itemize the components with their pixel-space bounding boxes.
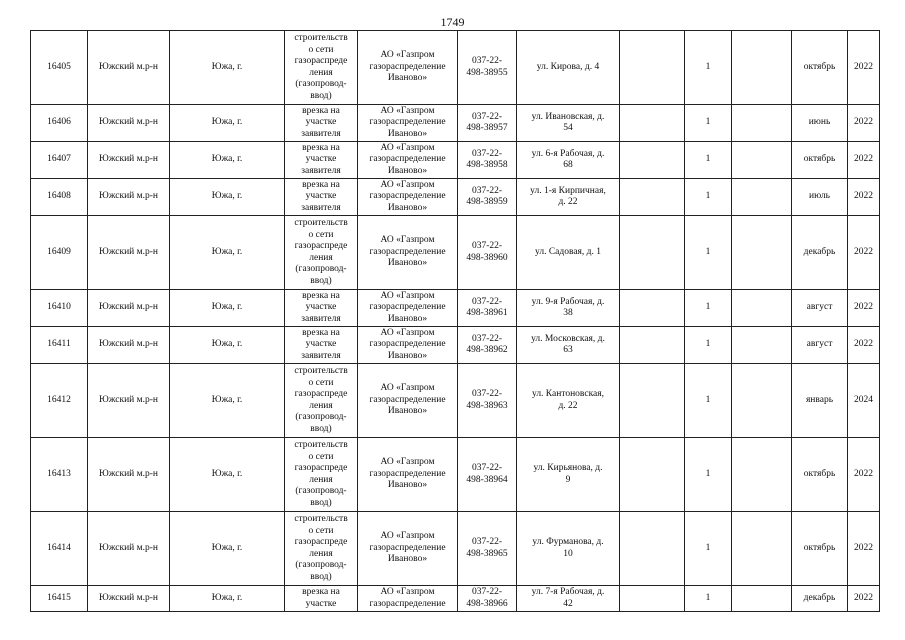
month-cell: декабрь [792, 216, 848, 290]
count-cell: 1 [685, 216, 732, 290]
row-number: 16414 [31, 512, 88, 586]
month-cell: октябрь [792, 142, 848, 179]
district-cell: Южский м.р-н [88, 327, 170, 364]
town-cell: Южа, г. [170, 179, 285, 216]
organization-cell: АО «Газпром газораспределение Иваново» [358, 364, 458, 438]
year-cell: 2022 [848, 512, 880, 586]
count-cell: 1 [685, 179, 732, 216]
empty-cell [732, 586, 792, 612]
year-cell: 2022 [848, 31, 880, 105]
organization-cell: АО «Газпром газораспределение Иваново» [358, 142, 458, 179]
table-row [31, 216, 880, 290]
town-cell: Южа, г. [170, 290, 285, 327]
address-cell: ул. Садовая, д. 1 [517, 216, 620, 290]
organization-cell: АО «Газпром газораспределение Иваново» [358, 438, 458, 512]
work-type-cell: строительств о сети газораспреде ления (газопровод- ввод) [285, 216, 358, 290]
code-cell: 037-22- 498-38962 [458, 327, 517, 364]
code-cell: 037-22- 498-38965 [458, 512, 517, 586]
district-cell: Южский м.р-н [88, 216, 170, 290]
organization-cell: АО «Газпром газораспределение Иваново» [358, 216, 458, 290]
district-cell: Южский м.р-н [88, 512, 170, 586]
address-cell: ул. Кантоновская, д. 22 [517, 364, 620, 438]
count-cell: 1 [685, 327, 732, 364]
empty-cell [732, 179, 792, 216]
organization-cell: АО «Газпром газораспределение Иваново» [358, 105, 458, 142]
table-row [31, 142, 880, 179]
organization-cell: АО «Газпром газораспределение Иваново» [358, 327, 458, 364]
records-table [30, 30, 880, 612]
year-cell: 2022 [848, 142, 880, 179]
organization-cell: АО «Газпром газораспределение Иваново» [358, 290, 458, 327]
code-cell: 037-22- 498-38958 [458, 142, 517, 179]
empty-cell [732, 438, 792, 512]
address-cell: ул. Кирова, д. 4 [517, 31, 620, 105]
year-cell: 2022 [848, 290, 880, 327]
district-cell: Южский м.р-н [88, 438, 170, 512]
count-cell: 1 [685, 31, 732, 105]
empty-cell [620, 105, 685, 142]
year-cell: 2022 [848, 327, 880, 364]
code-cell: 037-22- 498-38961 [458, 290, 517, 327]
empty-cell [732, 290, 792, 327]
month-cell: декабрь [792, 586, 848, 612]
month-cell: октябрь [792, 438, 848, 512]
empty-cell [620, 512, 685, 586]
work-type-cell: строительств о сети газораспреде ления (газопровод- ввод) [285, 438, 358, 512]
work-type-cell: врезка на участке [285, 586, 358, 612]
code-cell: 037-22- 498-38966 [458, 586, 517, 612]
empty-cell [732, 105, 792, 142]
year-cell: 2022 [848, 438, 880, 512]
town-cell: Южа, г. [170, 586, 285, 612]
month-cell: август [792, 290, 848, 327]
count-cell: 1 [685, 586, 732, 612]
empty-cell [620, 438, 685, 512]
work-type-cell: врезка на участке заявителя [285, 327, 358, 364]
row-number: 16406 [31, 105, 88, 142]
table-row [31, 105, 880, 142]
year-cell: 2022 [848, 105, 880, 142]
district-cell: Южский м.р-н [88, 142, 170, 179]
month-cell: октябрь [792, 512, 848, 586]
town-cell: Южа, г. [170, 364, 285, 438]
row-number: 16409 [31, 216, 88, 290]
count-cell: 1 [685, 512, 732, 586]
organization-cell: АО «Газпром газораспределение Иваново» [358, 512, 458, 586]
code-cell: 037-22- 498-38959 [458, 179, 517, 216]
table-body [31, 31, 880, 612]
count-cell: 1 [685, 364, 732, 438]
empty-cell [620, 31, 685, 105]
town-cell: Южа, г. [170, 142, 285, 179]
table-row [31, 327, 880, 364]
town-cell: Южа, г. [170, 105, 285, 142]
row-number: 16407 [31, 142, 88, 179]
table-row [31, 586, 880, 612]
row-number: 16405 [31, 31, 88, 105]
empty-cell [620, 364, 685, 438]
code-cell: 037-22- 498-38960 [458, 216, 517, 290]
work-type-cell: строительств о сети газораспреде ления (газопровод- ввод) [285, 364, 358, 438]
district-cell: Южский м.р-н [88, 586, 170, 612]
address-cell: ул. Московская, д. 63 [517, 327, 620, 364]
district-cell: Южский м.р-н [88, 105, 170, 142]
row-number: 16415 [31, 586, 88, 612]
empty-cell [620, 327, 685, 364]
address-cell: ул. 9-я Рабочая, д. 38 [517, 290, 620, 327]
table-row [31, 290, 880, 327]
row-number: 16412 [31, 364, 88, 438]
code-cell: 037-22- 498-38963 [458, 364, 517, 438]
month-cell: июль [792, 179, 848, 216]
empty-cell [732, 216, 792, 290]
empty-cell [620, 586, 685, 612]
year-cell: 2022 [848, 179, 880, 216]
town-cell: Южа, г. [170, 438, 285, 512]
page-number: 1749 [440, 15, 465, 29]
year-cell: 2024 [848, 364, 880, 438]
address-cell: ул. 7-я Рабочая, д. 42 [517, 586, 620, 612]
count-cell: 1 [685, 105, 732, 142]
empty-cell [620, 216, 685, 290]
empty-cell [732, 142, 792, 179]
year-cell: 2022 [848, 216, 880, 290]
work-type-cell: строительств о сети газораспреде ления (газопровод- ввод) [285, 31, 358, 105]
table-row [31, 179, 880, 216]
empty-cell [732, 364, 792, 438]
table-row [31, 31, 880, 105]
address-cell: ул. Кирьянова, д. 9 [517, 438, 620, 512]
organization-cell: АО «Газпром газораспределение Иваново» [358, 31, 458, 105]
month-cell: август [792, 327, 848, 364]
work-type-cell: врезка на участке заявителя [285, 179, 358, 216]
empty-cell [620, 290, 685, 327]
empty-cell [732, 512, 792, 586]
town-cell: Южа, г. [170, 31, 285, 105]
address-cell: ул. 1-я Кирпичная, д. 22 [517, 179, 620, 216]
row-number: 16408 [31, 179, 88, 216]
district-cell: Южский м.р-н [88, 290, 170, 327]
table-row [31, 512, 880, 586]
count-cell: 1 [685, 438, 732, 512]
count-cell: 1 [685, 290, 732, 327]
year-cell: 2022 [848, 586, 880, 612]
code-cell: 037-22- 498-38964 [458, 438, 517, 512]
work-type-cell: врезка на участке заявителя [285, 142, 358, 179]
empty-cell [620, 142, 685, 179]
town-cell: Южа, г. [170, 512, 285, 586]
address-cell: ул. Ивановская, д. 54 [517, 105, 620, 142]
town-cell: Южа, г. [170, 216, 285, 290]
address-cell: ул. 6-я Рабочая, д. 68 [517, 142, 620, 179]
empty-cell [732, 327, 792, 364]
row-number: 16410 [31, 290, 88, 327]
work-type-cell: врезка на участке заявителя [285, 290, 358, 327]
work-type-cell: строительств о сети газораспреде ления (газопровод- ввод) [285, 512, 358, 586]
count-cell: 1 [685, 142, 732, 179]
district-cell: Южский м.р-н [88, 179, 170, 216]
address-cell: ул. Фурманова, д. 10 [517, 512, 620, 586]
empty-cell [620, 179, 685, 216]
month-cell: июнь [792, 105, 848, 142]
table-row [31, 364, 880, 438]
month-cell: январь [792, 364, 848, 438]
month-cell: октябрь [792, 31, 848, 105]
code-cell: 037-22- 498-38955 [458, 31, 517, 105]
work-type-cell: врезка на участке заявителя [285, 105, 358, 142]
district-cell: Южский м.р-н [88, 364, 170, 438]
row-number: 16413 [31, 438, 88, 512]
town-cell: Южа, г. [170, 327, 285, 364]
district-cell: Южский м.р-н [88, 31, 170, 105]
code-cell: 037-22- 498-38957 [458, 105, 517, 142]
empty-cell [732, 31, 792, 105]
organization-cell: АО «Газпром газораспределение Иваново» [358, 179, 458, 216]
row-number: 16411 [31, 327, 88, 364]
organization-cell: АО «Газпром газораспределение [358, 586, 458, 612]
table-row [31, 438, 880, 512]
